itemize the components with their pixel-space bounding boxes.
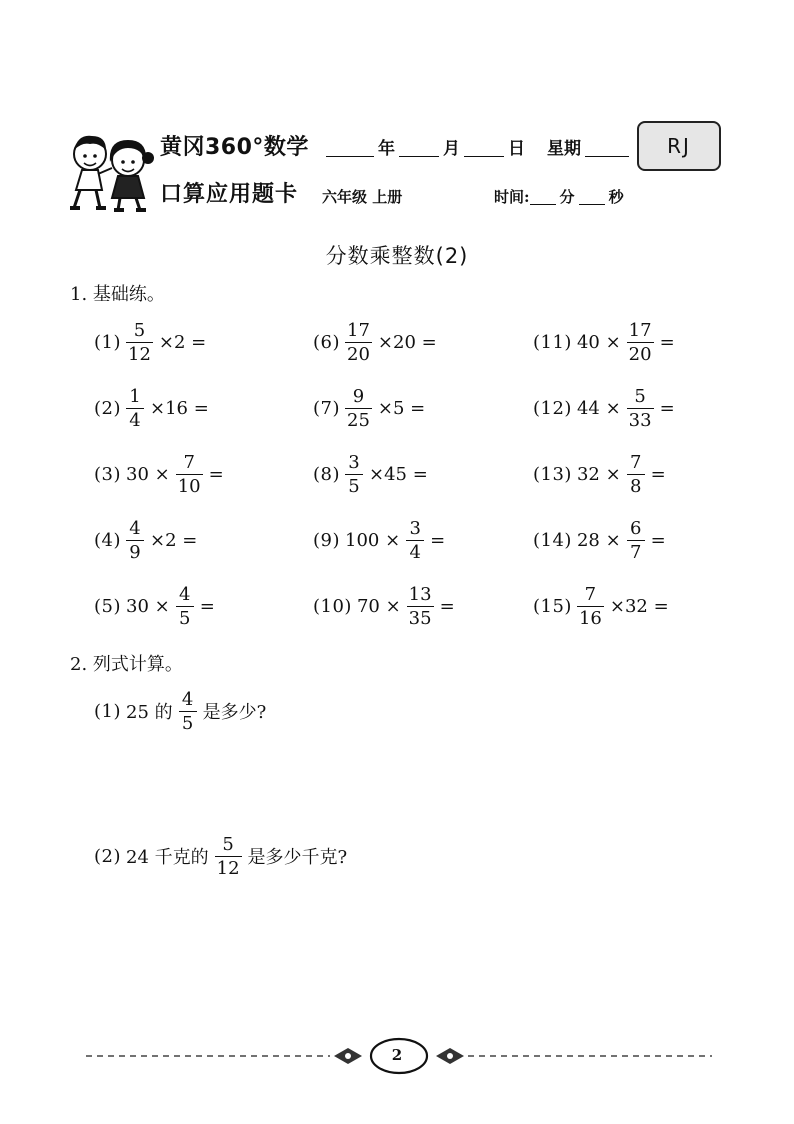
fraction-denominator: 35 [408,607,432,629]
fraction-numerator: 17 [628,319,652,341]
exercise-index: (9) [313,529,340,551]
second-label: 秒 [608,188,624,206]
month-blank [399,138,439,157]
fraction [126,386,144,431]
page-number: 2 [391,1046,403,1064]
fraction [345,320,372,365]
exercise-item [94,382,212,434]
expression-prefix: 40 × [576,331,621,353]
fraction-numerator: 7 [584,583,597,605]
weekday-blank [585,138,629,157]
fraction-numerator: 4 [129,517,141,539]
fraction-numerator: 9 [352,385,365,407]
fraction [627,452,645,497]
fraction-numerator: 5 [222,833,234,855]
fraction [407,584,434,629]
expression-prefix: 30 × [126,463,170,485]
fraction-denominator: 4 [126,408,144,431]
expression-suffix: ×32 = [609,595,669,617]
fraction [215,834,242,879]
fraction [627,386,654,431]
exercise-index: (4) [94,529,121,551]
fraction-numerator: 13 [408,583,432,605]
second-blank [579,189,605,205]
fraction [345,386,372,431]
fraction [345,452,363,497]
fraction-numerator: 7 [183,451,195,473]
fraction-numerator: 3 [348,451,360,473]
fraction-numerator: 5 [634,385,646,407]
fraction-denominator: 9 [126,540,144,563]
fraction-denominator: 7 [627,540,645,563]
expression-prefix: 25 的 [126,702,173,723]
fraction-denominator: 20 [347,343,370,365]
year-blank [326,138,374,157]
exercise-index: (7) [313,397,340,419]
mascot-kids-illustration [62,128,160,214]
fraction-numerator: 7 [629,451,642,473]
fraction-numerator: 6 [629,517,642,539]
fraction [176,584,194,629]
fraction [126,320,153,365]
fraction-denominator: 25 [347,409,370,431]
fraction-denominator: 8 [627,474,645,497]
exercise-index: (12) [533,397,572,419]
expression-suffix: = [430,529,446,551]
exercise-item [94,685,269,737]
fraction-numerator: 4 [178,583,191,605]
exercise-index: (13) [533,463,572,485]
fraction-denominator: 5 [179,711,197,734]
fraction-denominator: 16 [578,607,602,629]
expression-suffix: = [439,595,455,617]
expression-prefix: 70 × [356,595,401,617]
fraction-denominator: 5 [176,606,194,629]
exercise-index: (15) [533,595,572,617]
fraction-denominator: 4 [406,540,424,563]
expression-suffix: ×20 = [377,331,437,353]
month-label: 月 [443,139,460,159]
expression-suffix: ×16 = [150,397,209,419]
exercise-index: (10) [313,595,352,617]
exercise-item [533,580,672,632]
fraction-denominator: 12 [128,343,151,365]
exercise-index: (3) [94,463,121,485]
fraction-numerator: 4 [181,688,194,710]
expression-suffix: ×5 = [377,397,426,419]
expression-suffix: ×45 = [369,463,428,485]
expression-prefix: 44 × [576,397,621,419]
exercise-index: (11) [533,331,572,353]
expression-suffix: = [650,463,666,485]
exercise-item [94,580,218,632]
expression-prefix: 100 × [345,529,401,551]
fraction-denominator: 33 [628,409,652,431]
exercise-item [94,316,209,368]
exercise-index: (2) [94,845,121,867]
expression-suffix: ×2 = [158,331,207,353]
fraction-numerator: 17 [347,319,370,341]
fraction-denominator: 12 [216,857,240,879]
expression-suffix: 是多少? [202,702,267,723]
exercise-item [313,580,458,632]
brand-subtitle: 口算应用题卡 [160,182,299,207]
section-2-heading: 2. 列式计算。 [70,654,183,675]
section-1-heading: 1. 基础练。 [70,284,165,305]
expression-prefix: 30 × [126,595,170,617]
year-label: 年 [378,139,395,159]
exercise-item [313,448,431,500]
exercise-item [533,514,669,566]
exercise-item [313,316,440,368]
date-fill-row [326,134,629,159]
expression-suffix: = [208,463,224,485]
exercise-item [94,830,350,882]
expression-suffix: = [199,595,215,617]
fraction [179,689,197,734]
brand-title: 黄冈360°数学 [160,135,309,160]
page-title: 分数乘整数(2) [325,244,469,268]
fraction [577,584,604,629]
exercise-item [313,514,448,566]
exercise-item [533,316,678,368]
weekday-label: 星期 [547,139,581,159]
fraction [176,452,203,497]
expression-prefix: 24 千克的 [126,847,209,868]
fraction-numerator: 1 [129,385,141,407]
grade-label: 六年级 上册 [322,188,403,206]
expression-suffix: ×2 = [150,529,198,551]
exercise-index: (5) [94,595,121,617]
time-fill-row [494,186,628,207]
fraction [126,518,144,563]
expression-prefix: 32 × [576,463,621,485]
day-label: 日 [508,139,525,159]
minute-blank [530,189,556,205]
fraction [627,320,654,365]
expression-suffix: = [659,397,675,419]
exercise-item [94,514,200,566]
expression-suffix: = [659,331,675,353]
exercise-item [533,448,669,500]
fraction-numerator: 3 [409,517,421,539]
expression-prefix: 28 × [576,529,621,551]
exercise-index: (14) [533,529,572,551]
fraction [627,518,645,563]
time-label: 时间: [494,188,530,206]
exercise-index: (2) [94,397,121,419]
fraction-numerator: 5 [133,319,146,341]
exercise-item [313,382,428,434]
fraction-denominator: 10 [177,475,201,497]
exercise-index: (6) [313,331,340,353]
fraction [406,518,424,563]
exercise-index: (1) [94,331,121,353]
expression-suffix: = [650,529,666,551]
edition-badge: RJ [637,121,721,171]
expression-suffix: 是多少千克? [247,847,348,868]
exercise-index: (8) [313,463,340,485]
exercise-item [94,448,227,500]
minute-label: 分 [559,188,575,206]
fraction-denominator: 5 [345,474,363,497]
exercise-index: (1) [94,700,121,722]
fraction-denominator: 20 [628,343,652,365]
day-blank [464,138,504,157]
exercise-item [533,382,678,434]
